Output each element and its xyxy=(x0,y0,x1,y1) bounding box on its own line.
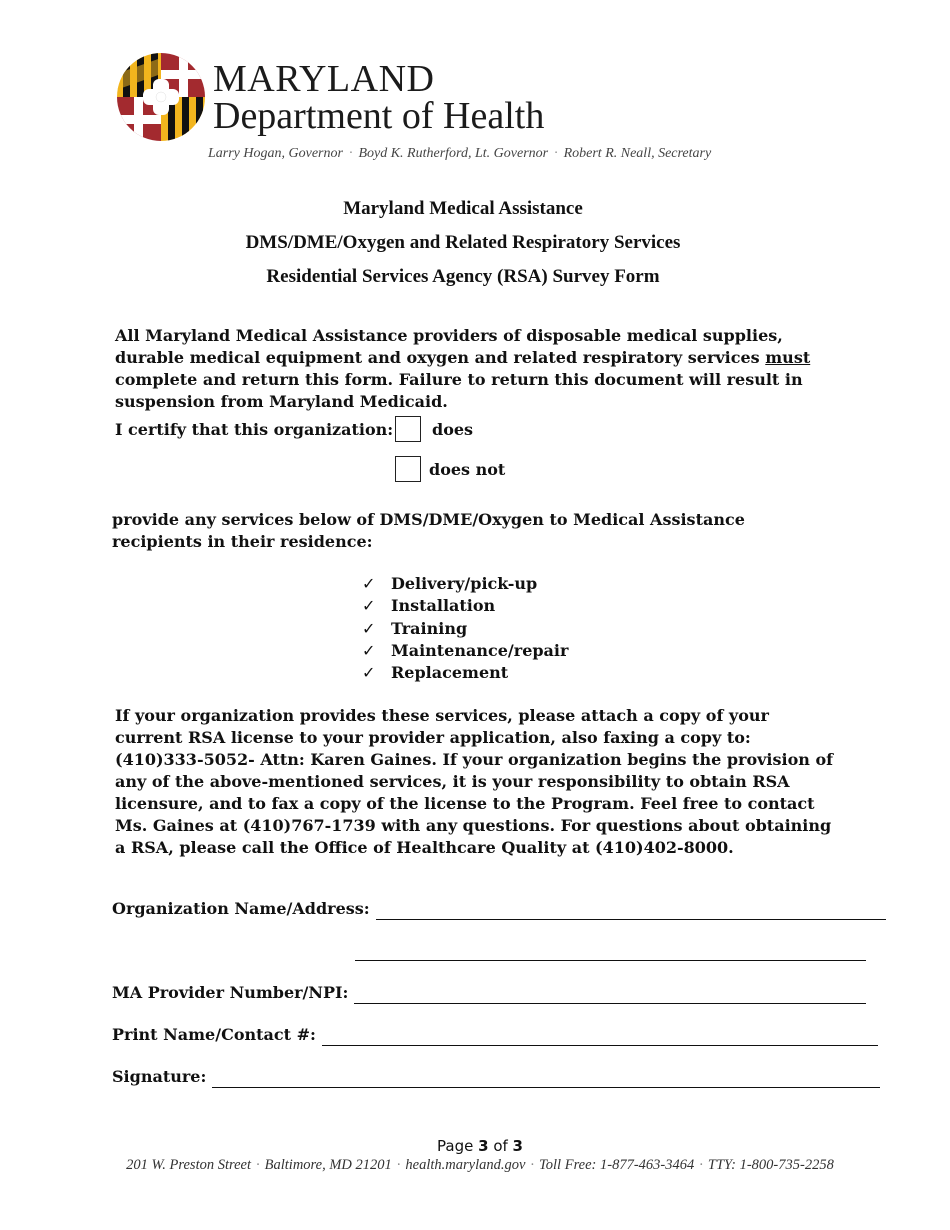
does-not-label: does not xyxy=(429,460,506,479)
lt-governor: Boyd K. Rutherford, Lt. Governor xyxy=(358,146,549,161)
print-name-field xyxy=(112,1024,878,1046)
service-label: Maintenance/repair xyxy=(391,641,569,661)
secretary: Robert R. Neall, Secretary xyxy=(563,146,712,161)
separator: · xyxy=(699,1157,703,1173)
intro-text-after: complete and return this form. Failure to return this document will result in suspension from Maryland Medicaid. xyxy=(115,370,803,411)
list-item xyxy=(362,573,568,595)
instructions-paragraph: If your organization provides these services, please attach a copy of your current RSA license to your provider application, also faxing a copy to: (410)333-5052- Attn: Karen Gaines. If your organization begins the provision of any of the above-mentioned services, it is your responsibility to obtain RSA licensure, and to fax a copy of the license to the Program. Feel free to contact Ms. Gaines at (410)767-1739 with any questions. For questions about obtaining a RSA, please call the Office of Healthcare Quality at (410)402-8000. xyxy=(115,706,833,857)
check-icon: ✓ xyxy=(362,574,376,594)
title-line-1: Maryland Medical Assistance xyxy=(343,198,583,219)
intro-emphasis: must xyxy=(765,348,811,367)
page-of: of xyxy=(488,1137,513,1155)
check-icon: ✓ xyxy=(362,596,376,616)
website-link[interactable]: health.maryland.gov xyxy=(405,1157,526,1173)
provide-statement: provide any services below of DMS/DME/Oxygen to Medical Assistance recipients in their residence: xyxy=(112,510,745,551)
check-icon: ✓ xyxy=(362,618,376,638)
title-line-2: DMS/DME/Oxygen and Related Respiratory Services xyxy=(245,232,681,253)
street: 201 W. Preston Street xyxy=(126,1157,252,1173)
maryland-flag-seal-icon xyxy=(116,52,206,142)
list-item xyxy=(362,618,568,640)
does-label: does xyxy=(432,420,474,439)
org-name-label: Organization Name/Address: xyxy=(112,899,370,918)
org-name-input[interactable] xyxy=(376,903,886,920)
intro-paragraph xyxy=(115,325,820,413)
tty: TTY: 1-800-735-2258 xyxy=(707,1157,834,1173)
title-line-3: Residential Services Agency (RSA) Survey Form xyxy=(266,266,660,287)
separator: · xyxy=(554,146,558,161)
separator: · xyxy=(396,1157,401,1173)
officials-line xyxy=(208,146,808,162)
footer-address xyxy=(0,1157,950,1174)
list-item xyxy=(362,662,568,684)
agency-name: MARYLAND xyxy=(213,58,435,100)
service-label: Installation xyxy=(391,596,496,616)
service-label: Delivery/pick-up xyxy=(391,574,538,594)
page-total: 3 xyxy=(512,1137,523,1155)
check-icon: ✓ xyxy=(362,663,376,683)
print-name-label: Print Name/Contact #: xyxy=(112,1025,316,1044)
list-item xyxy=(362,640,568,662)
list-item xyxy=(362,595,568,617)
separator: · xyxy=(348,146,353,161)
does-not-checkbox[interactable] xyxy=(395,456,421,482)
service-label: Training xyxy=(391,618,468,638)
signature-label: Signature: xyxy=(112,1067,207,1086)
page-current: 3 xyxy=(478,1137,489,1155)
city: Baltimore, MD 21201 xyxy=(264,1157,392,1173)
signature-input[interactable] xyxy=(212,1071,880,1088)
page-number xyxy=(0,1137,950,1155)
intro-text-before: All Maryland Medical Assistance providers of disposable medical supplies, durable medical equipment and oxygen and related respiratory services xyxy=(115,326,783,367)
check-icon: ✓ xyxy=(362,641,376,661)
separator: · xyxy=(530,1157,535,1173)
service-label: Replacement xyxy=(391,663,509,683)
certify-label: I certify that this organization: xyxy=(115,420,394,439)
services-list xyxy=(362,573,568,684)
provider-number-label: MA Provider Number/NPI: xyxy=(112,983,349,1002)
page-prefix: Page xyxy=(437,1137,479,1155)
does-checkbox[interactable] xyxy=(395,416,421,442)
provider-number-input[interactable] xyxy=(354,987,866,1004)
department-name: Department of Health xyxy=(213,95,545,137)
signature-field xyxy=(112,1066,880,1088)
org-name-field xyxy=(112,898,886,920)
org-address-input[interactable] xyxy=(355,944,866,961)
toll-free: Toll Free: 1-877-463-3464 xyxy=(539,1157,695,1173)
print-name-input[interactable] xyxy=(322,1029,878,1046)
provider-number-field xyxy=(112,982,866,1004)
separator: · xyxy=(256,1157,260,1173)
governor: Larry Hogan, Governor xyxy=(208,146,343,161)
